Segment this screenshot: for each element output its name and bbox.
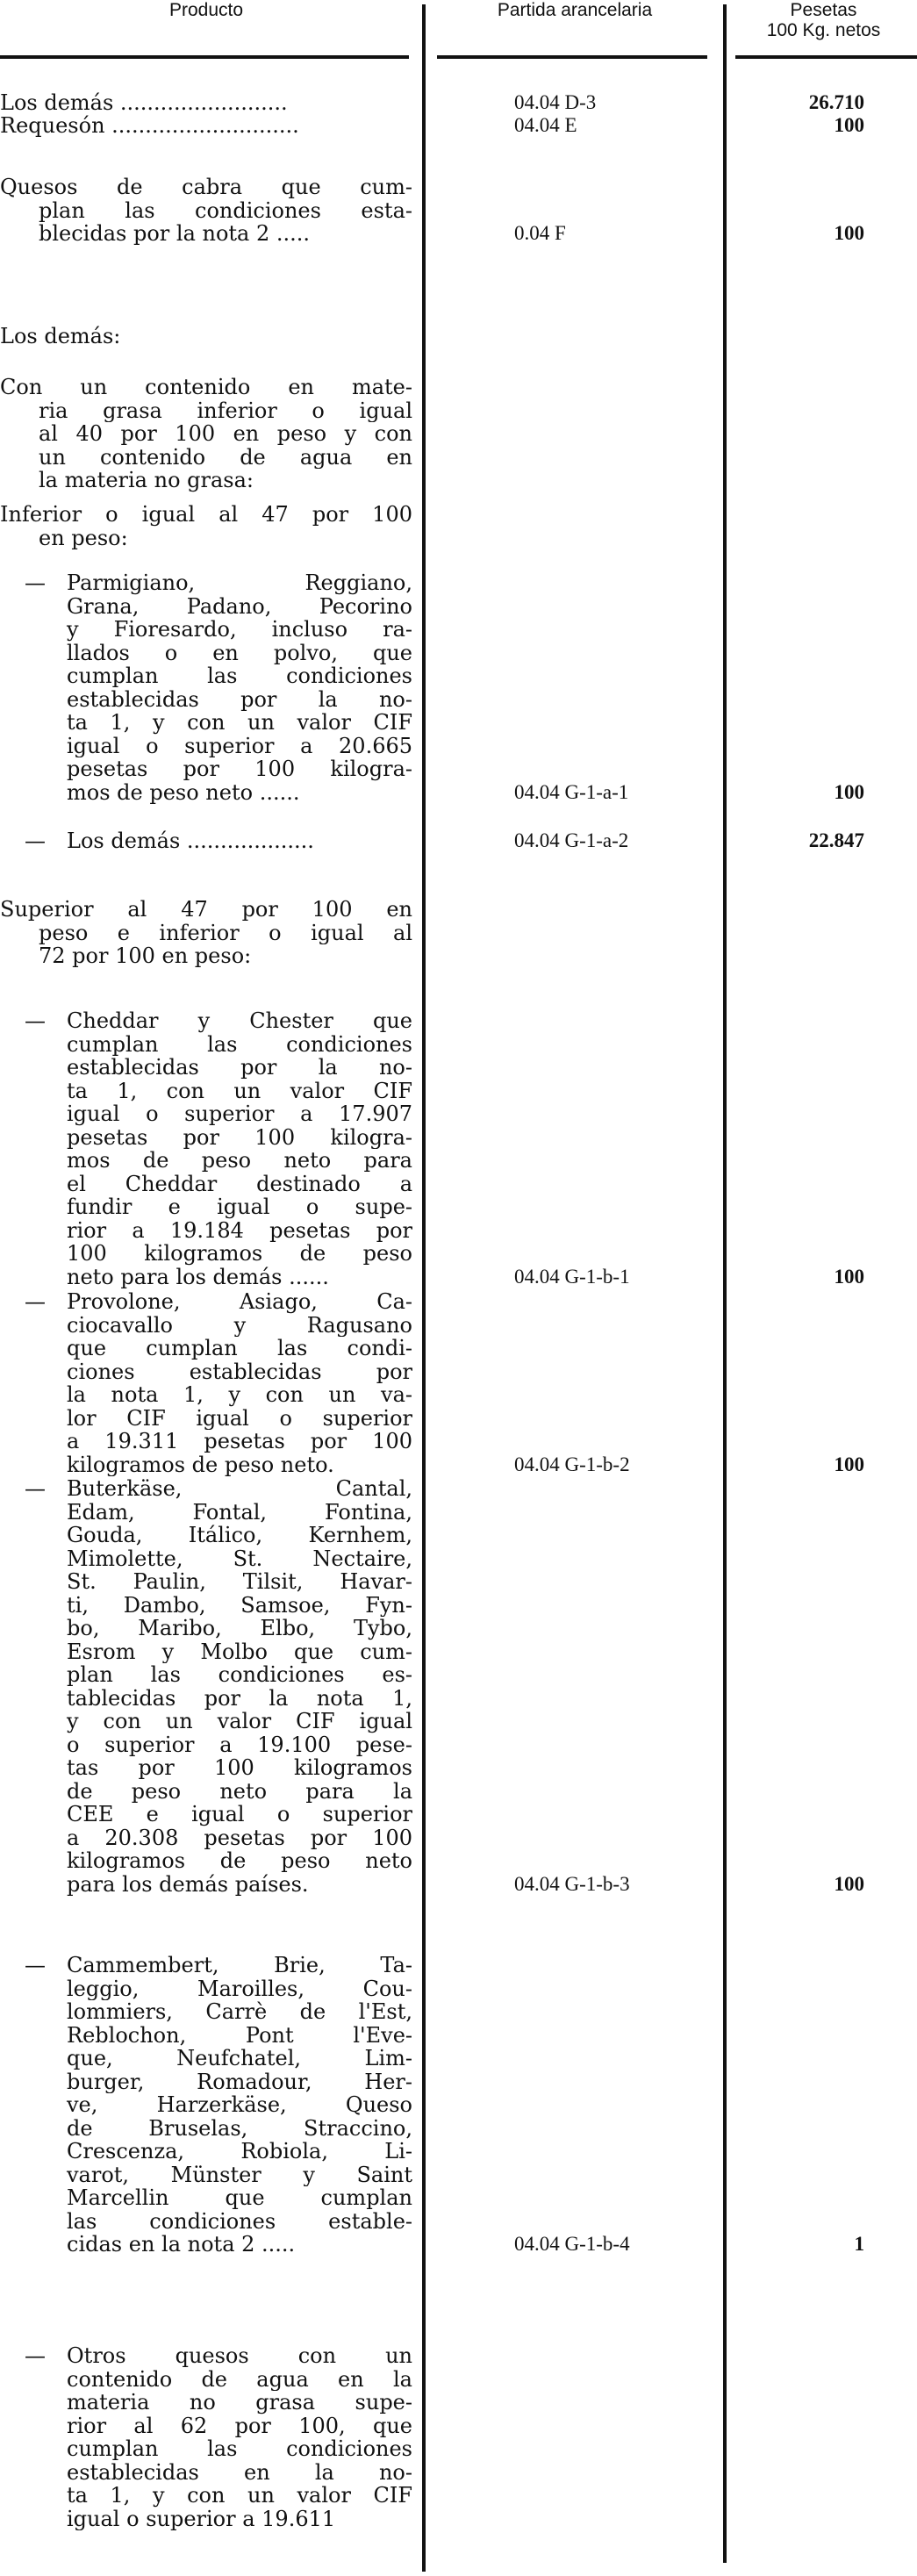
dash-bullet: —: [25, 1953, 46, 1977]
table-row: [0, 503, 412, 549]
product-text-line: varot, Münster y Saint: [67, 2163, 412, 2186]
product-text-line: un contenido de agua en: [39, 445, 412, 469]
pesetas-value: 1: [854, 2233, 864, 2255]
product-text-line: la nota 1, y con un va-: [67, 1383, 412, 1407]
product-text-line: ta 1, con un valor CIF: [67, 1079, 412, 1102]
product-text-line: en peso:: [39, 526, 128, 549]
header-rule-pesetas: [735, 55, 917, 59]
product-text-line: Gouda, Itálico, Kernhem,: [67, 1524, 412, 1547]
product-text-line: kilogramos de peso neto.: [67, 1453, 334, 1476]
product-text-line: ciocavallo y Ragusano: [67, 1313, 412, 1337]
product-text-line: igual o superior a 20.665: [67, 734, 412, 757]
product-text-line: mos de peso neto ......: [67, 780, 300, 804]
product-text-line: Mimolette, St. Nectaire,: [67, 1546, 412, 1570]
product-text-line: establecidas en la no-: [67, 2460, 412, 2484]
dash-bullet: —: [25, 570, 46, 595]
header-partida-arancelaria: Partida arancelaria: [497, 0, 653, 20]
partida-code: 04.04 E: [514, 114, 577, 136]
product-text-line: y Fioresardo, incluso ra-: [67, 618, 412, 642]
product-text-line: contenido de agua en la: [67, 2367, 412, 2391]
product-text-line: Los demás:: [0, 325, 121, 348]
product-text-line: CEE e igual o superior: [67, 1803, 412, 1826]
product-text-line: Cheddar y Chester que: [67, 1009, 412, 1033]
product-text-line: ciones establecidas por: [67, 1360, 412, 1383]
pesetas-value: 22.847: [808, 829, 864, 851]
product-text-line: ria grasa inferior o igual: [39, 398, 412, 422]
column-divider-2: [723, 4, 727, 2563]
product-text-line: plan las condiciones es-: [67, 1663, 412, 1687]
product-text-line: y con un valor CIF igual: [67, 1710, 412, 1733]
product-text-line: cidas en la nota 2 .....: [67, 2233, 296, 2257]
product-text-line: materia no grasa supe-: [67, 2391, 412, 2415]
pesetas-value: 100: [834, 1872, 864, 1895]
product-text-line: peso e inferior o igual al: [39, 921, 412, 944]
header-pesetas-line1: Pesetas: [790, 0, 857, 20]
product-text-line: pesetas por 100 kilogra-: [67, 1125, 412, 1149]
header-pesetas: [730, 0, 917, 40]
product-text-line: Los demás ...................: [67, 829, 314, 853]
product-text-line: igual o superior a 19.611: [67, 2507, 336, 2530]
header-producto: Producto: [168, 0, 244, 20]
product-text-line: neto para los demás ......: [67, 1265, 329, 1288]
product-text-line: llados o en polvo, que: [67, 641, 412, 664]
product-text-line: ve, Harzerkäse, Queso: [67, 2093, 412, 2117]
dash-bullet: —: [25, 1476, 46, 1501]
product-text-line: que, Neufchatel, Lim-: [67, 2047, 412, 2070]
product-text-line: tas por 100 kilogramos: [67, 1756, 412, 1780]
table-row: [0, 376, 412, 492]
product-text-line: mos de peso neto para: [67, 1149, 412, 1173]
product-text-line: Grana, Padano, Pecorino: [67, 594, 412, 618]
product-text-line: la materia no grasa:: [39, 469, 254, 492]
partida-code: 04.04 D-3: [514, 91, 597, 113]
product-text-line: cumplan las condiciones: [67, 664, 412, 688]
dash-bullet: —: [25, 2343, 46, 2368]
partida-code: 0.04 F: [514, 222, 566, 244]
product-text-line: cumplan las condiciones: [67, 2437, 412, 2461]
product-text-line: igual o superior a 17.907: [67, 1102, 412, 1126]
product-text-line: cumplan las condiciones: [67, 1032, 412, 1056]
product-text-line: Reblochon, Pont l'Eve-: [67, 2023, 412, 2047]
product-text-line: fundir e igual o supe-: [67, 1195, 412, 1219]
table-row: [0, 176, 412, 246]
dash-bullet: —: [25, 1008, 46, 1033]
table-row: [0, 1954, 412, 2257]
product-text-line: tablecidas por la nota 1,: [67, 1686, 412, 1710]
product-text-line: plan las condiciones esta-: [39, 198, 412, 222]
table-row: [0, 2344, 412, 2530]
product-text-line: Marcellin que cumplan: [67, 2186, 412, 2210]
product-text-line: Superior al 47 por 100 en: [0, 898, 412, 922]
partida-code: 04.04 G-1-b-4: [514, 2233, 630, 2255]
table-row: [0, 114, 412, 138]
table-row: [0, 1477, 412, 1896]
product-text-line: lor CIF igual o superior: [67, 1406, 412, 1430]
table-row: [0, 1009, 412, 1288]
pesetas-value: 100: [834, 780, 864, 803]
table-row: [0, 829, 412, 853]
product-text-line: que cumplan las condi-: [67, 1337, 412, 1360]
product-text-line: Inferior o igual al 47 por 100: [0, 503, 412, 527]
table-row: [0, 898, 412, 968]
product-text-line: el Cheddar destinado a: [67, 1172, 412, 1195]
product-text-line: a 19.311 pesetas por 100: [67, 1430, 412, 1453]
product-text-line: ta 1, y con un valor CIF: [67, 2484, 412, 2508]
pesetas-value: 100: [834, 114, 864, 136]
product-text-line: leggio, Maroilles, Cou-: [67, 1977, 412, 2000]
pesetas-value: 100: [834, 1453, 864, 1475]
header-pesetas-line2: 100 Kg. netos: [766, 20, 881, 40]
product-text-line: establecidas por la no-: [67, 1056, 412, 1080]
table-row: [0, 571, 412, 804]
product-text-line: establecidas por la no-: [67, 687, 412, 711]
product-text-line: Buterkäse, Cantal,: [67, 1477, 412, 1501]
table-row: [0, 1290, 412, 1476]
product-text-line: burger, Romadour, Her-: [67, 2070, 412, 2093]
pesetas-value: 26.710: [808, 91, 864, 113]
product-text-line: Quesos de cabra que cum-: [0, 176, 412, 199]
product-text-line: Edam, Fontal, Fontina,: [67, 1500, 412, 1524]
pesetas-value: 100: [834, 1265, 864, 1288]
header-rule-producto: [0, 55, 409, 59]
partida-code: 04.04 G-1-a-1: [514, 780, 629, 803]
product-text-line: o superior a 19.100 pese-: [67, 1733, 412, 1756]
product-text-line: las condiciones estable-: [67, 2209, 412, 2233]
product-text-line: ti, Dambo, Samsoe, Fyn-: [67, 1593, 412, 1617]
product-text-line: rior a 19.184 pesetas por: [67, 1218, 412, 1242]
header-rule-partida: [437, 55, 707, 59]
product-text-line: de peso neto para la: [67, 1779, 412, 1803]
pesetas-value: 100: [834, 222, 864, 244]
product-text-line: Provolone, Asiago, Ca-: [67, 1290, 412, 1314]
product-text-line: al 40 por 100 en peso y con: [39, 422, 412, 446]
partida-code: 04.04 G-1-b-2: [514, 1453, 630, 1475]
dash-bullet: —: [25, 1289, 46, 1314]
partida-code: 04.04 G-1-b-1: [514, 1265, 630, 1288]
product-text-line: St. Paulin, Tilsit, Havar-: [67, 1570, 412, 1594]
product-text-line: 72 por 100 en peso:: [39, 944, 252, 968]
partida-code: 04.04 G-1-a-2: [514, 829, 629, 851]
product-text-line: bo, Maribo, Elbo, Tybo,: [67, 1617, 412, 1640]
product-text-line: Con un contenido en mate-: [0, 376, 412, 399]
product-text-line: Requesón ............................: [0, 114, 299, 138]
product-text-line: a 20.308 pesetas por 100: [67, 1826, 412, 1849]
table-row: [0, 91, 412, 115]
product-text-line: Crescenza, Robiola, Li-: [67, 2140, 412, 2163]
product-text-line: Los demás .........................: [0, 91, 288, 115]
partida-code: 04.04 G-1-b-3: [514, 1872, 630, 1895]
product-text-line: kilogramos de peso neto: [67, 1849, 412, 1873]
table-row: [0, 325, 412, 348]
product-text-line: Otros quesos con un: [67, 2344, 412, 2368]
product-text-line: Esrom y Molbo que cum-: [67, 1640, 412, 1663]
dash-bullet: —: [25, 829, 46, 853]
product-text-line: pesetas por 100 kilogra-: [67, 757, 412, 781]
product-text-line: para los demás países.: [67, 1872, 309, 1896]
column-divider-1: [422, 4, 426, 2572]
product-text-line: Parmigiano, Reggiano,: [67, 571, 412, 595]
product-text-line: de Bruselas, Straccino,: [67, 2116, 412, 2140]
product-text-line: 100 kilogramos de peso: [67, 1242, 412, 1266]
product-text-line: rior al 62 por 100, que: [67, 2414, 412, 2437]
product-text-line: ta 1, y con un valor CIF: [67, 711, 412, 735]
product-text-line: Cammembert, Brie, Ta-: [67, 1954, 412, 1977]
product-text-line: blecidas por la nota 2 .....: [39, 222, 311, 246]
product-text-line: lommiers, Carrè de l'Est,: [67, 2000, 412, 2024]
